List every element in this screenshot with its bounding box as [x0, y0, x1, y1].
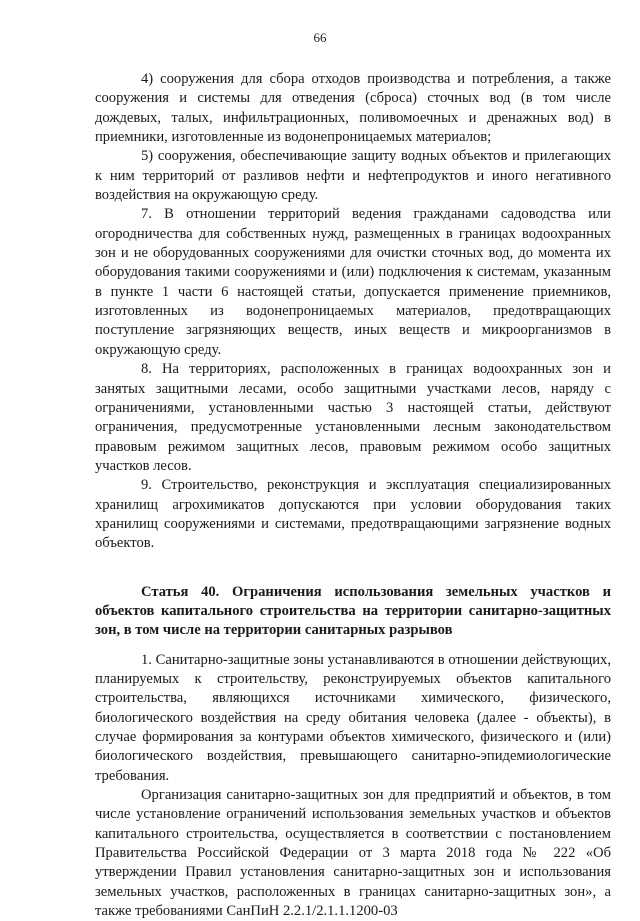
paragraph-clause-8: 8. На территориях, расположенных в границах водоохранных зон и занятых защитными лесами, особо защитными участками лесов, наряду с ограничениями, установленными частью 3 настоящей статьи, действуют ограничения, предусмотренные установленными лесным законодательством правовым режимом защитных лесов, правовым режимом особо защитных участков лесов. [95, 361, 611, 474]
paragraph-clause-9: 9. Строительство, реконструкция и эксплуатация специализированных хранилищ агрохимикатов допускаются при условии оборудования таких хранилищ сооружениями и системами, предотвращающими загрязнение водных объектов. [95, 477, 611, 552]
paragraph-clause-7: 7. В отношении территорий ведения гражданами садоводства или огородничества для собственных нужд, размещенных в границах водоохранных зон и не оборудованных сооружениями для очистки сточных вод, до момента их оборудования такими сооружениями и (или) подключения к системам, указанным в пункте 1 части 6 настоящей статьи, допускается применение приемников, изготовленных из водонепроницаемых материалов, предотвращающих поступление загрязняющих веществ, иных веществ и микроорганизмов в окружающую среду. [95, 206, 611, 358]
document-body [95, 70, 611, 921]
article-40-heading: Статья 40. Ограничения использования земельных участков и объектов капитального строительства на территории санитарно-защитных зон, в том числе на территории санитарных разрывов [95, 583, 611, 639]
paragraph-item-4: 4) сооружения для сбора отходов производства и потребления, а также сооружения и системы для отведения (сброса) сточных вод (в том числе дождевых, талых, инфильтрационных, поливомоечных и дренажных вод) в приемники, изготовленные из водонепроницаемых материалов; [95, 71, 611, 146]
paragraph-article-40-clause-1: 1. Санитарно-защитные зоны устанавливаются в отношении действующих, планируемых к строительству, реконструируемых объектов капитального строительства, являющихся источниками химического, физического, биологического воздействия на среду обитания человека (далее - объекты), в случае формирования за контурами объектов химического, физического и (или) биологического воздействия, превышающего санитарно-эпидемиологические требования. [95, 651, 611, 784]
page-number: 66 [313, 30, 327, 45]
paragraph-article-40-organization: Организация санитарно-защитных зон для предприятий и объектов, в том числе установление ограничений использования земельных участков и объектов капитального строительства, осуществляется в соответствии с постановлением Правительства Российской Федерации от 3 марта 2018 года № 222 «Об утверждении Правил установления санитарно-защитных зон и использования земельных участков, расположенных в границах санитарно-защитных зон», а также требованиями СанПиН 2.2.1/2.1.1.1200-03 [95, 787, 611, 920]
paragraph-item-5: 5) сооружения, обеспечивающие защиту водных объектов и прилегающих к ним территорий от разливов нефти и нефтепродуктов и иного негативного воздействия на окружающую среду. [95, 148, 611, 204]
